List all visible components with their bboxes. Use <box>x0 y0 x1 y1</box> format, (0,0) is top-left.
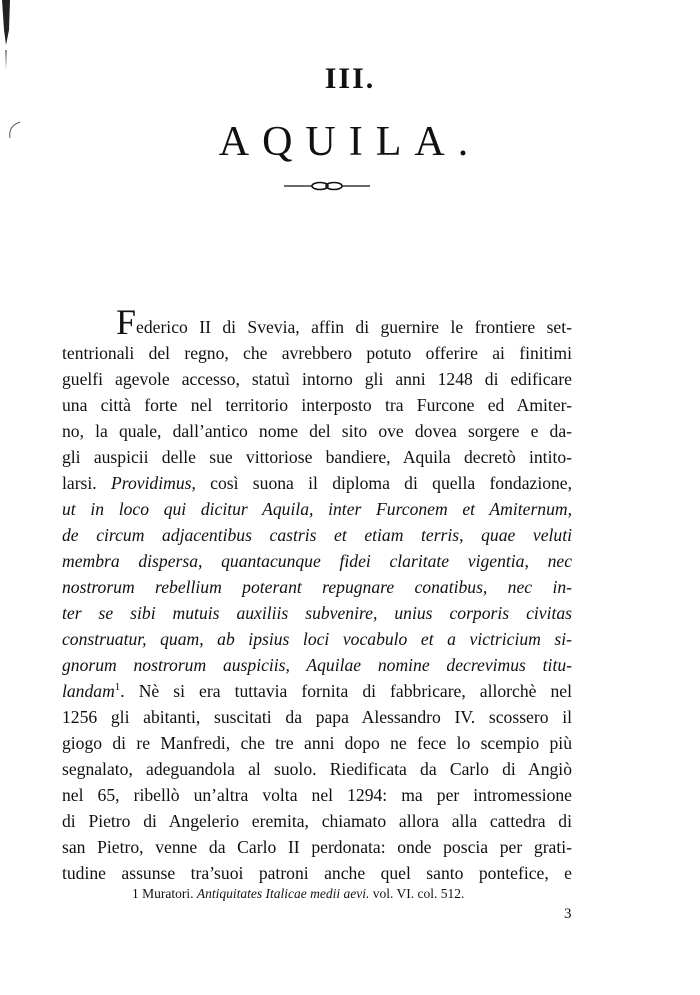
footnote-number: 1 <box>132 886 139 901</box>
text-line: 1256 gli abitanti, suscitati da papa Alessandro IV. scossero il <box>62 707 572 727</box>
footnote-reference[interactable]: 1 <box>114 681 121 694</box>
text-line: gli auspicii delle sue vittoriose bandiere, Aquila decretò intito- <box>62 447 572 467</box>
text-line: guelfi agevole accesso, statuì intorno gli anni 1248 di edificare <box>62 369 572 389</box>
title-ornament <box>282 178 372 194</box>
text-line: larsi. Providimus, così suona il diploma di quella fondazione, <box>62 473 573 493</box>
chapter-number: III. <box>324 62 376 95</box>
text-line: san Pietro, venne da Carlo II perdonata: onde poscia per grati- <box>62 837 572 857</box>
latin-quote-line: nostrorum rebellium poterant repugnare conatibus, nec in- <box>62 577 572 597</box>
text-line: una città forte nel territorio interposto tra Furcone ed Amiter- <box>62 395 572 415</box>
latin-quote-line: gnorum nostrorum auspiciis, Aquilae nomine decrevimus titu- <box>62 655 572 675</box>
latin-quote-line: membra dispersa, quantacunque fidei claritate vigentia, nec <box>62 551 572 571</box>
footnote <box>132 886 582 902</box>
latin-quote-line: de circum adjacentibus castris et etiam terris, quae veluti <box>62 525 572 545</box>
text-line: giogo di re Manfredi, che tre anni dopo ne fece lo scempio più <box>62 733 572 753</box>
footnote-author: Muratori. <box>142 886 194 901</box>
footnote-work: Antiquitates Italicae medii aevi. <box>196 886 370 901</box>
text-line: landam$^1$. Nè si era tuttavia fornita di fabbricare, allorchè nel <box>62 681 572 701</box>
latin-quote-line: construatur, quam, ab ipsius loci vocabulo et a victricium si- <box>62 629 572 649</box>
text-line: nel 65, ribellò un’altra volta nel 1294: ma per intromessione <box>62 785 572 805</box>
body-text <box>62 302 573 886</box>
text-line: Federico II di Svevia, affin di guernire le frontiere set- <box>116 302 572 342</box>
text-line: di Pietro di Angelerio eremita, chiamato allora alla cattedra di <box>62 811 572 831</box>
latin-quote-line: ter se sibi mutuis auxiliis subvenire, unius corporis civitas <box>62 603 572 623</box>
text-line: segnalato, adeguandola al suolo. Riedificata da Carlo di Angiò <box>62 759 572 779</box>
chapter-title: AQUILA. <box>218 119 482 165</box>
text-line: tentrionali del regno, che avrebbero potuto offerire ai finitimi <box>62 343 572 363</box>
drop-cap: F <box>116 302 137 342</box>
footnote-ref: vol. VI. col. 512. <box>372 886 465 901</box>
text-line: tudine assunse tra’suoi patroni anche quel santo pontefice, e <box>62 863 572 883</box>
text-line: no, la quale, dall’antico nome del sito ove dovea sorgere e da- <box>62 421 572 441</box>
page-number: 3 <box>564 906 572 922</box>
latin-quote-line: ut in loco qui dicitur Aquila, inter Furconem et Amiternum, <box>62 499 572 519</box>
